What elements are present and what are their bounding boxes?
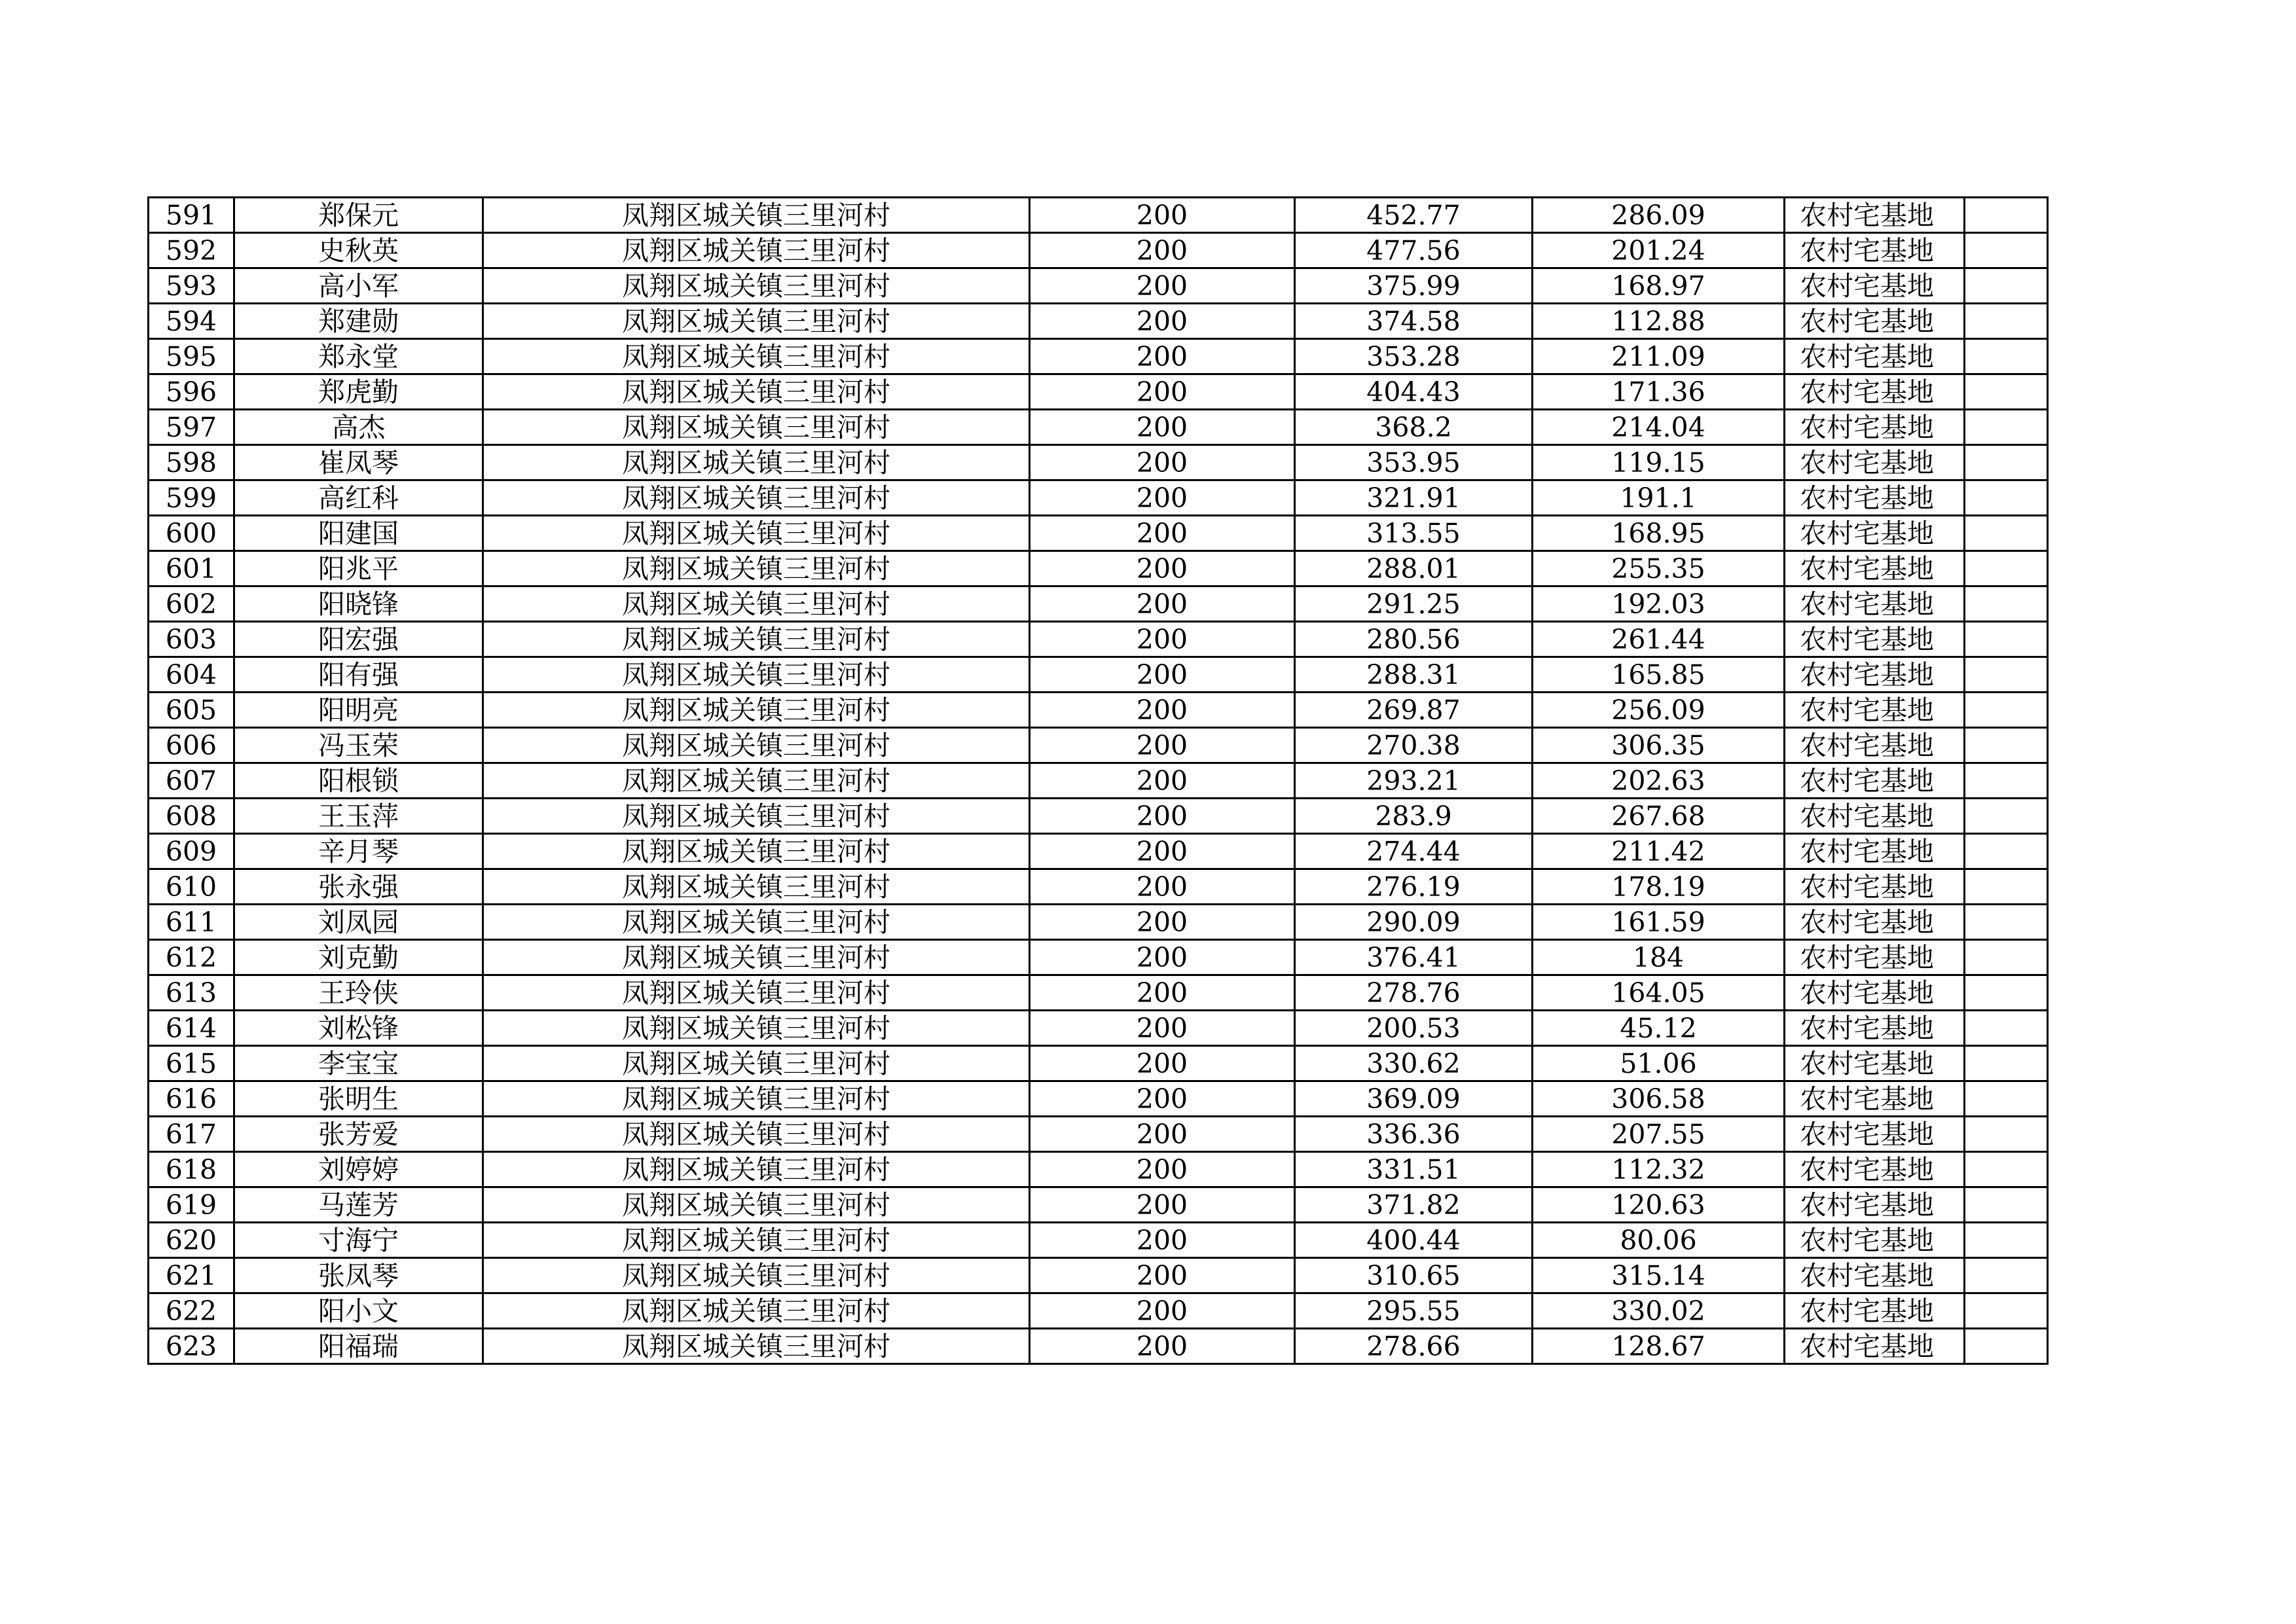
table-row: [149, 516, 2048, 551]
cell-note: [1965, 869, 2048, 905]
cell-land-type: 农村宅基地: [1785, 516, 1965, 551]
cell-serial-number: 623: [149, 1329, 234, 1364]
cell-note: [1965, 693, 2048, 728]
cell-owner-name: 王玉萍: [234, 799, 483, 834]
cell-owner-name: 阳兆平: [234, 551, 483, 586]
cell-serial-number: 596: [149, 374, 234, 410]
table-row: [149, 480, 2048, 516]
cell-owner-name: 刘松锋: [234, 1011, 483, 1046]
cell-land-type: 农村宅基地: [1785, 374, 1965, 410]
table-body: [149, 198, 2048, 1364]
cell-area-2: 207.55: [1533, 1117, 1785, 1152]
cell-area-1: 374.58: [1295, 304, 1533, 339]
cell-area-2: 45.12: [1533, 1011, 1785, 1046]
table-row: [149, 1081, 2048, 1117]
cell-location: 凤翔区城关镇三里河村: [483, 1117, 1030, 1152]
cell-area-2: 315.14: [1533, 1258, 1785, 1293]
table-row: [149, 1152, 2048, 1187]
cell-area-2: 214.04: [1533, 410, 1785, 445]
cell-owner-name: 张明生: [234, 1081, 483, 1117]
cell-owner-name: 张芳爱: [234, 1117, 483, 1152]
cell-area-2: 256.09: [1533, 693, 1785, 728]
cell-area-2: 184: [1533, 940, 1785, 975]
cell-area-2: 80.06: [1533, 1223, 1785, 1258]
cell-area-1: 276.19: [1295, 869, 1533, 905]
cell-owner-name: 阳有强: [234, 657, 483, 693]
cell-area-1: 288.01: [1295, 551, 1533, 586]
table-row: [149, 233, 2048, 268]
cell-owner-name: 郑虎勤: [234, 374, 483, 410]
cell-serial-number: 594: [149, 304, 234, 339]
cell-area-1: 269.87: [1295, 693, 1533, 728]
cell-area-1: 375.99: [1295, 268, 1533, 304]
cell-location: 凤翔区城关镇三里河村: [483, 728, 1030, 763]
table-row: [149, 1117, 2048, 1152]
cell-serial-number: 598: [149, 445, 234, 480]
table-row: [149, 622, 2048, 657]
cell-serial-number: 592: [149, 233, 234, 268]
cell-owner-name: 阳建国: [234, 516, 483, 551]
cell-land-type: 农村宅基地: [1785, 1187, 1965, 1223]
cell-standard-area: 200: [1030, 1329, 1295, 1364]
cell-standard-area: 200: [1030, 1293, 1295, 1329]
cell-location: 凤翔区城关镇三里河村: [483, 622, 1030, 657]
cell-area-1: 353.95: [1295, 445, 1533, 480]
cell-owner-name: 寸海宁: [234, 1223, 483, 1258]
table-row: [149, 975, 2048, 1011]
cell-area-1: 293.21: [1295, 763, 1533, 799]
table-row: [149, 586, 2048, 622]
cell-note: [1965, 1117, 2048, 1152]
cell-area-1: 313.55: [1295, 516, 1533, 551]
cell-location: 凤翔区城关镇三里河村: [483, 905, 1030, 940]
cell-standard-area: 200: [1030, 268, 1295, 304]
cell-standard-area: 200: [1030, 1046, 1295, 1081]
cell-note: [1965, 905, 2048, 940]
cell-note: [1965, 516, 2048, 551]
cell-land-type: 农村宅基地: [1785, 1011, 1965, 1046]
table-row: [149, 1011, 2048, 1046]
cell-land-type: 农村宅基地: [1785, 445, 1965, 480]
cell-land-type: 农村宅基地: [1785, 834, 1965, 869]
table-row: [149, 551, 2048, 586]
table-row: [149, 869, 2048, 905]
cell-serial-number: 605: [149, 693, 234, 728]
cell-serial-number: 611: [149, 905, 234, 940]
cell-area-2: 267.68: [1533, 799, 1785, 834]
cell-area-2: 261.44: [1533, 622, 1785, 657]
cell-standard-area: 200: [1030, 940, 1295, 975]
cell-standard-area: 200: [1030, 869, 1295, 905]
table-row: [149, 1223, 2048, 1258]
cell-serial-number: 622: [149, 1293, 234, 1329]
cell-land-type: 农村宅基地: [1785, 657, 1965, 693]
cell-area-2: 330.02: [1533, 1293, 1785, 1329]
cell-standard-area: 200: [1030, 1152, 1295, 1187]
cell-area-2: 201.24: [1533, 233, 1785, 268]
cell-owner-name: 王玲侠: [234, 975, 483, 1011]
cell-area-1: 369.09: [1295, 1081, 1533, 1117]
cell-location: 凤翔区城关镇三里河村: [483, 516, 1030, 551]
cell-area-1: 291.25: [1295, 586, 1533, 622]
cell-location: 凤翔区城关镇三里河村: [483, 1329, 1030, 1364]
cell-owner-name: 阳福瑞: [234, 1329, 483, 1364]
cell-standard-area: 200: [1030, 374, 1295, 410]
table-row: [149, 728, 2048, 763]
cell-owner-name: 马莲芳: [234, 1187, 483, 1223]
cell-location: 凤翔区城关镇三里河村: [483, 1011, 1030, 1046]
cell-standard-area: 200: [1030, 1223, 1295, 1258]
cell-area-1: 331.51: [1295, 1152, 1533, 1187]
cell-land-type: 农村宅基地: [1785, 480, 1965, 516]
cell-standard-area: 200: [1030, 834, 1295, 869]
cell-owner-name: 刘克勤: [234, 940, 483, 975]
cell-area-1: 321.91: [1295, 480, 1533, 516]
cell-note: [1965, 940, 2048, 975]
cell-land-type: 农村宅基地: [1785, 763, 1965, 799]
cell-area-2: 161.59: [1533, 905, 1785, 940]
cell-serial-number: 621: [149, 1258, 234, 1293]
cell-owner-name: 阳明亮: [234, 693, 483, 728]
cell-serial-number: 609: [149, 834, 234, 869]
cell-standard-area: 200: [1030, 657, 1295, 693]
cell-owner-name: 郑永堂: [234, 339, 483, 374]
cell-area-2: 211.42: [1533, 834, 1785, 869]
cell-serial-number: 614: [149, 1011, 234, 1046]
cell-standard-area: 200: [1030, 1011, 1295, 1046]
cell-area-1: 336.36: [1295, 1117, 1533, 1152]
table-row: [149, 657, 2048, 693]
cell-standard-area: 200: [1030, 1258, 1295, 1293]
cell-owner-name: 刘婷婷: [234, 1152, 483, 1187]
cell-standard-area: 200: [1030, 693, 1295, 728]
cell-location: 凤翔区城关镇三里河村: [483, 268, 1030, 304]
cell-note: [1965, 268, 2048, 304]
cell-note: [1965, 657, 2048, 693]
cell-serial-number: 615: [149, 1046, 234, 1081]
cell-land-type: 农村宅基地: [1785, 905, 1965, 940]
cell-serial-number: 603: [149, 622, 234, 657]
cell-area-1: 283.9: [1295, 799, 1533, 834]
cell-land-type: 农村宅基地: [1785, 1293, 1965, 1329]
cell-land-type: 农村宅基地: [1785, 1329, 1965, 1364]
cell-owner-name: 高红科: [234, 480, 483, 516]
cell-owner-name: 刘凤园: [234, 905, 483, 940]
cell-land-type: 农村宅基地: [1785, 1117, 1965, 1152]
cell-area-2: 178.19: [1533, 869, 1785, 905]
cell-location: 凤翔区城关镇三里河村: [483, 551, 1030, 586]
cell-location: 凤翔区城关镇三里河村: [483, 586, 1030, 622]
cell-note: [1965, 1081, 2048, 1117]
cell-location: 凤翔区城关镇三里河村: [483, 834, 1030, 869]
cell-standard-area: 200: [1030, 551, 1295, 586]
cell-serial-number: 601: [149, 551, 234, 586]
cell-area-1: 200.53: [1295, 1011, 1533, 1046]
cell-standard-area: 200: [1030, 339, 1295, 374]
cell-serial-number: 597: [149, 410, 234, 445]
cell-area-1: 452.77: [1295, 198, 1533, 233]
cell-standard-area: 200: [1030, 1187, 1295, 1223]
cell-serial-number: 607: [149, 763, 234, 799]
cell-area-1: 278.76: [1295, 975, 1533, 1011]
cell-standard-area: 200: [1030, 975, 1295, 1011]
cell-note: [1965, 763, 2048, 799]
cell-area-1: 288.31: [1295, 657, 1533, 693]
cell-note: [1965, 304, 2048, 339]
cell-standard-area: 200: [1030, 1117, 1295, 1152]
cell-location: 凤翔区城关镇三里河村: [483, 1187, 1030, 1223]
cell-area-2: 112.32: [1533, 1152, 1785, 1187]
cell-note: [1965, 198, 2048, 233]
cell-note: [1965, 1187, 2048, 1223]
cell-note: [1965, 1223, 2048, 1258]
cell-note: [1965, 1329, 2048, 1364]
cell-land-type: 农村宅基地: [1785, 869, 1965, 905]
cell-area-2: 168.95: [1533, 516, 1785, 551]
cell-location: 凤翔区城关镇三里河村: [483, 374, 1030, 410]
table-row: [149, 1329, 2048, 1364]
cell-serial-number: 602: [149, 586, 234, 622]
cell-standard-area: 200: [1030, 586, 1295, 622]
table-row: [149, 339, 2048, 374]
cell-area-2: 51.06: [1533, 1046, 1785, 1081]
cell-serial-number: 619: [149, 1187, 234, 1223]
cell-serial-number: 606: [149, 728, 234, 763]
table-row: [149, 198, 2048, 233]
cell-area-2: 119.15: [1533, 445, 1785, 480]
cell-land-type: 农村宅基地: [1785, 233, 1965, 268]
cell-serial-number: 610: [149, 869, 234, 905]
cell-owner-name: 阳宏强: [234, 622, 483, 657]
cell-land-type: 农村宅基地: [1785, 551, 1965, 586]
table-row: [149, 410, 2048, 445]
cell-area-1: 270.38: [1295, 728, 1533, 763]
cell-note: [1965, 975, 2048, 1011]
cell-land-type: 农村宅基地: [1785, 1152, 1965, 1187]
cell-location: 凤翔区城关镇三里河村: [483, 693, 1030, 728]
cell-note: [1965, 339, 2048, 374]
cell-note: [1965, 233, 2048, 268]
cell-location: 凤翔区城关镇三里河村: [483, 975, 1030, 1011]
cell-note: [1965, 480, 2048, 516]
cell-owner-name: 阳根锁: [234, 763, 483, 799]
table-row: [149, 940, 2048, 975]
cell-land-type: 农村宅基地: [1785, 1258, 1965, 1293]
cell-owner-name: 史秋英: [234, 233, 483, 268]
cell-area-2: 112.88: [1533, 304, 1785, 339]
cell-note: [1965, 410, 2048, 445]
cell-land-type: 农村宅基地: [1785, 198, 1965, 233]
cell-area-1: 280.56: [1295, 622, 1533, 657]
cell-owner-name: 阳晓锋: [234, 586, 483, 622]
cell-note: [1965, 799, 2048, 834]
cell-location: 凤翔区城关镇三里河村: [483, 1081, 1030, 1117]
cell-standard-area: 200: [1030, 233, 1295, 268]
cell-land-type: 农村宅基地: [1785, 1081, 1965, 1117]
cell-owner-name: 张永强: [234, 869, 483, 905]
table-row: [149, 834, 2048, 869]
cell-area-2: 128.67: [1533, 1329, 1785, 1364]
cell-location: 凤翔区城关镇三里河村: [483, 1258, 1030, 1293]
table-row: [149, 1258, 2048, 1293]
cell-area-2: 168.97: [1533, 268, 1785, 304]
cell-location: 凤翔区城关镇三里河村: [483, 233, 1030, 268]
cell-note: [1965, 551, 2048, 586]
cell-area-1: 400.44: [1295, 1223, 1533, 1258]
cell-owner-name: 张凤琴: [234, 1258, 483, 1293]
cell-area-2: 255.35: [1533, 551, 1785, 586]
cell-land-type: 农村宅基地: [1785, 622, 1965, 657]
table-row: [149, 304, 2048, 339]
cell-area-2: 192.03: [1533, 586, 1785, 622]
cell-location: 凤翔区城关镇三里河村: [483, 339, 1030, 374]
cell-location: 凤翔区城关镇三里河村: [483, 1046, 1030, 1081]
cell-note: [1965, 622, 2048, 657]
cell-standard-area: 200: [1030, 1081, 1295, 1117]
cell-area-1: 330.62: [1295, 1046, 1533, 1081]
cell-location: 凤翔区城关镇三里河村: [483, 1152, 1030, 1187]
cell-note: [1965, 586, 2048, 622]
cell-serial-number: 595: [149, 339, 234, 374]
cell-location: 凤翔区城关镇三里河村: [483, 445, 1030, 480]
cell-area-2: 211.09: [1533, 339, 1785, 374]
cell-area-2: 171.36: [1533, 374, 1785, 410]
cell-note: [1965, 1011, 2048, 1046]
table-row: [149, 445, 2048, 480]
cell-land-type: 农村宅基地: [1785, 586, 1965, 622]
cell-location: 凤翔区城关镇三里河村: [483, 869, 1030, 905]
cell-owner-name: 辛月琴: [234, 834, 483, 869]
cell-note: [1965, 1152, 2048, 1187]
cell-area-2: 120.63: [1533, 1187, 1785, 1223]
cell-owner-name: 李宝宝: [234, 1046, 483, 1081]
cell-standard-area: 200: [1030, 304, 1295, 339]
cell-area-1: 353.28: [1295, 339, 1533, 374]
table-row: [149, 1187, 2048, 1223]
cell-location: 凤翔区城关镇三里河村: [483, 198, 1030, 233]
cell-location: 凤翔区城关镇三里河村: [483, 1293, 1030, 1329]
table-row: [149, 905, 2048, 940]
cell-owner-name: 阳小文: [234, 1293, 483, 1329]
cell-serial-number: 599: [149, 480, 234, 516]
cell-area-1: 274.44: [1295, 834, 1533, 869]
cell-area-2: 165.85: [1533, 657, 1785, 693]
cell-serial-number: 593: [149, 268, 234, 304]
cell-standard-area: 200: [1030, 198, 1295, 233]
cell-land-type: 农村宅基地: [1785, 339, 1965, 374]
cell-area-1: 278.66: [1295, 1329, 1533, 1364]
cell-standard-area: 200: [1030, 905, 1295, 940]
cell-serial-number: 600: [149, 516, 234, 551]
cell-land-type: 农村宅基地: [1785, 693, 1965, 728]
cell-standard-area: 200: [1030, 728, 1295, 763]
cell-land-type: 农村宅基地: [1785, 940, 1965, 975]
cell-standard-area: 200: [1030, 410, 1295, 445]
cell-area-1: 477.56: [1295, 233, 1533, 268]
cell-location: 凤翔区城关镇三里河村: [483, 1223, 1030, 1258]
cell-area-1: 295.55: [1295, 1293, 1533, 1329]
cell-location: 凤翔区城关镇三里河村: [483, 763, 1030, 799]
cell-land-type: 农村宅基地: [1785, 1223, 1965, 1258]
cell-standard-area: 200: [1030, 480, 1295, 516]
cell-area-1: 376.41: [1295, 940, 1533, 975]
land-register-table: [147, 196, 2049, 1365]
cell-area-2: 202.63: [1533, 763, 1785, 799]
cell-note: [1965, 1046, 2048, 1081]
cell-area-2: 191.1: [1533, 480, 1785, 516]
table-row: [149, 1293, 2048, 1329]
cell-serial-number: 604: [149, 657, 234, 693]
table-row: [149, 763, 2048, 799]
cell-land-type: 农村宅基地: [1785, 799, 1965, 834]
cell-area-1: 290.09: [1295, 905, 1533, 940]
cell-location: 凤翔区城关镇三里河村: [483, 410, 1030, 445]
cell-note: [1965, 728, 2048, 763]
cell-serial-number: 591: [149, 198, 234, 233]
cell-land-type: 农村宅基地: [1785, 975, 1965, 1011]
cell-serial-number: 608: [149, 799, 234, 834]
cell-standard-area: 200: [1030, 516, 1295, 551]
cell-area-1: 368.2: [1295, 410, 1533, 445]
cell-location: 凤翔区城关镇三里河村: [483, 657, 1030, 693]
cell-land-type: 农村宅基地: [1785, 1046, 1965, 1081]
cell-location: 凤翔区城关镇三里河村: [483, 799, 1030, 834]
cell-note: [1965, 374, 2048, 410]
cell-note: [1965, 1258, 2048, 1293]
table-row: [149, 268, 2048, 304]
cell-owner-name: 郑建勋: [234, 304, 483, 339]
table-row: [149, 799, 2048, 834]
cell-owner-name: 高杰: [234, 410, 483, 445]
cell-note: [1965, 445, 2048, 480]
cell-location: 凤翔区城关镇三里河村: [483, 940, 1030, 975]
table-row: [149, 374, 2048, 410]
cell-serial-number: 613: [149, 975, 234, 1011]
cell-owner-name: 崔凤琴: [234, 445, 483, 480]
cell-area-2: 306.58: [1533, 1081, 1785, 1117]
cell-note: [1965, 834, 2048, 869]
cell-serial-number: 617: [149, 1117, 234, 1152]
cell-standard-area: 200: [1030, 763, 1295, 799]
table-row: [149, 1046, 2048, 1081]
cell-location: 凤翔区城关镇三里河村: [483, 480, 1030, 516]
cell-location: 凤翔区城关镇三里河村: [483, 304, 1030, 339]
cell-area-2: 164.05: [1533, 975, 1785, 1011]
cell-standard-area: 200: [1030, 799, 1295, 834]
cell-owner-name: 冯玉荣: [234, 728, 483, 763]
cell-area-2: 306.35: [1533, 728, 1785, 763]
cell-land-type: 农村宅基地: [1785, 304, 1965, 339]
cell-serial-number: 620: [149, 1223, 234, 1258]
cell-area-2: 286.09: [1533, 198, 1785, 233]
table-row: [149, 693, 2048, 728]
cell-land-type: 农村宅基地: [1785, 268, 1965, 304]
cell-standard-area: 200: [1030, 622, 1295, 657]
cell-serial-number: 616: [149, 1081, 234, 1117]
cell-serial-number: 618: [149, 1152, 234, 1187]
cell-serial-number: 612: [149, 940, 234, 975]
cell-area-1: 310.65: [1295, 1258, 1533, 1293]
cell-owner-name: 郑保元: [234, 198, 483, 233]
cell-area-1: 371.82: [1295, 1187, 1533, 1223]
cell-note: [1965, 1293, 2048, 1329]
cell-area-1: 404.43: [1295, 374, 1533, 410]
cell-land-type: 农村宅基地: [1785, 410, 1965, 445]
cell-owner-name: 高小军: [234, 268, 483, 304]
cell-standard-area: 200: [1030, 445, 1295, 480]
cell-land-type: 农村宅基地: [1785, 728, 1965, 763]
